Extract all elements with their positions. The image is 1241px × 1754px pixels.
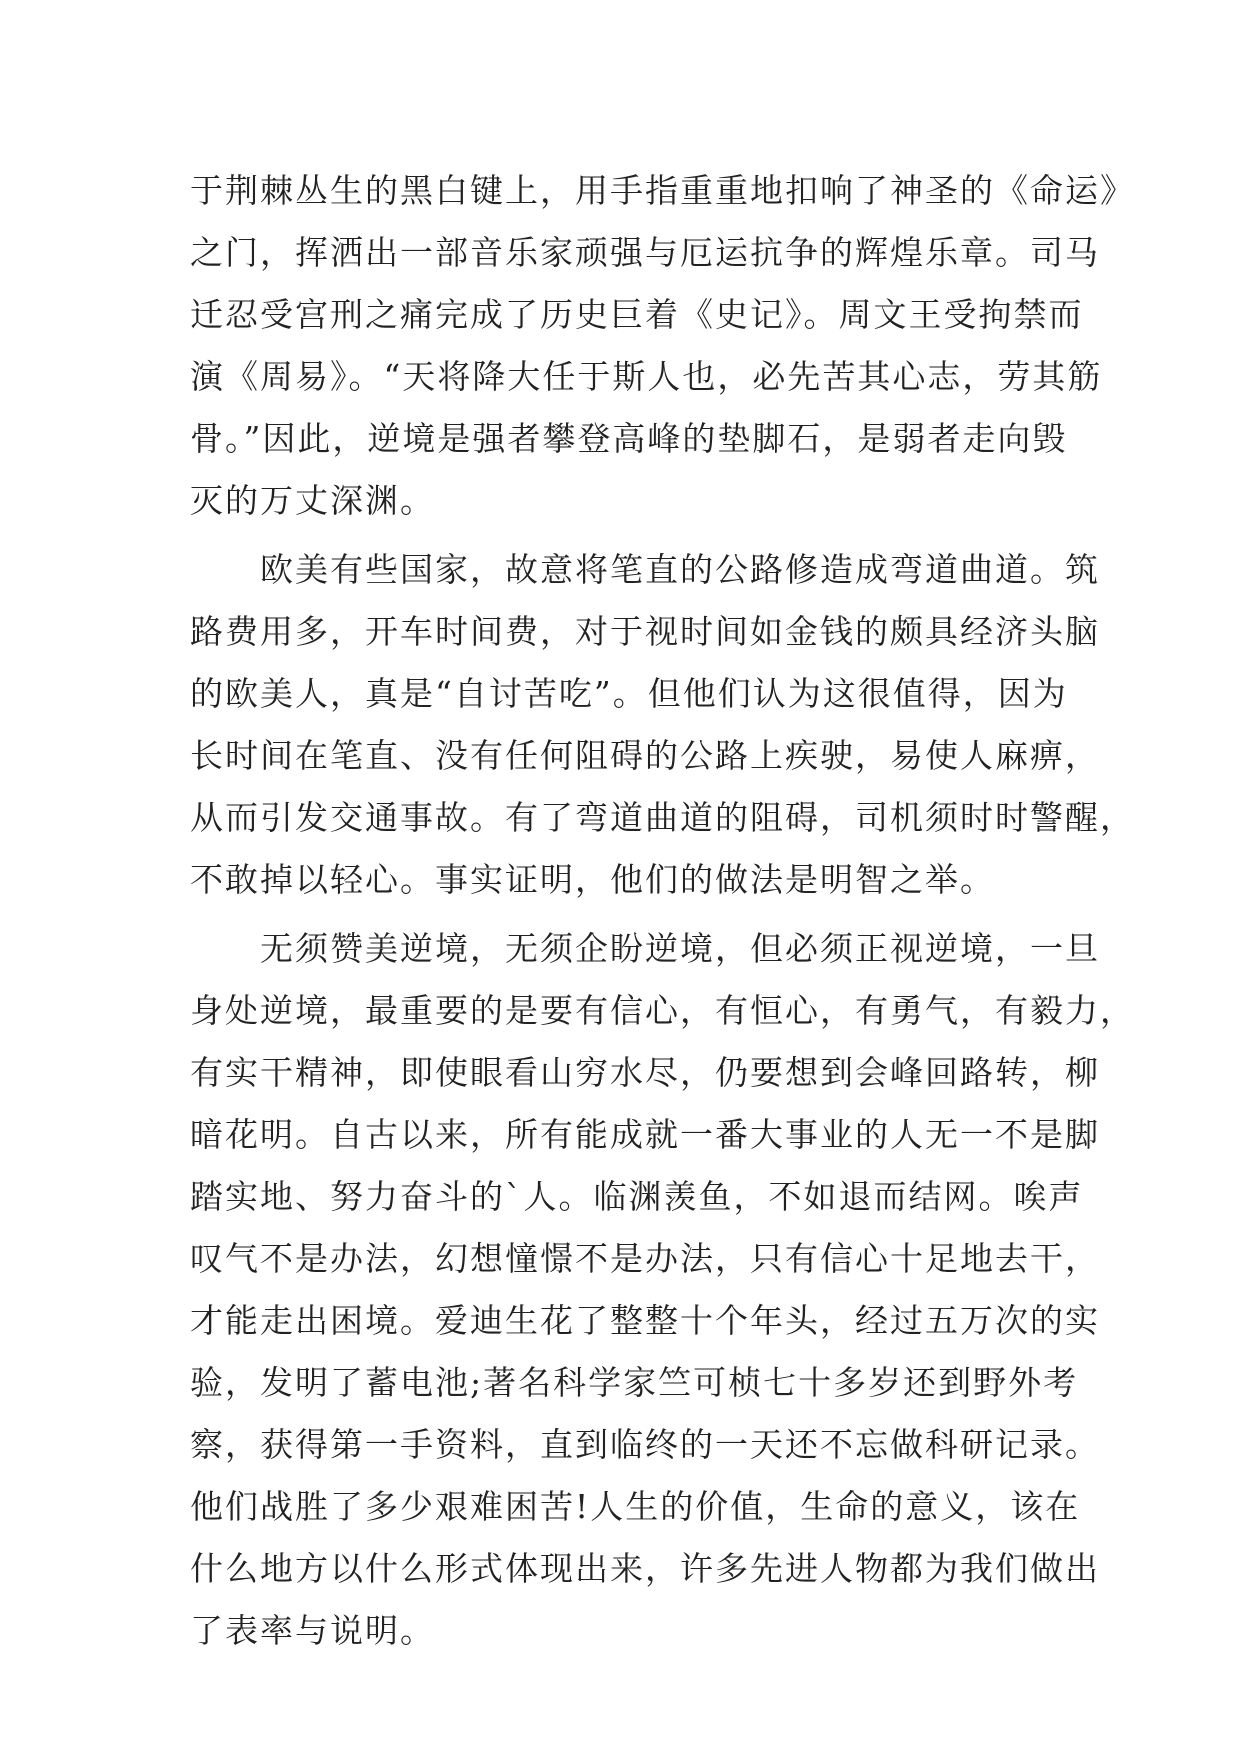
text-line: 从而引发交通事故。有了弯道曲道的阻碍，司机须时时警醒， bbox=[190, 798, 1135, 837]
text-line: 了表率与说明。 bbox=[190, 1611, 435, 1650]
text-line: 不敢掉以轻心。事实证明，他们的做法是明智之举。 bbox=[190, 860, 995, 899]
text-line: 演《周易》。“天将降大任于斯人也，必先苦其心志，劳其筋 bbox=[190, 357, 1103, 396]
text-line: 骨。”因此，逆境是强者攀登高峰的垫脚石，是弱者走向毁 bbox=[190, 419, 1068, 458]
text-line: 验，发明了蓄电池;著名科学家竺可桢七十多岁还到野外考 bbox=[190, 1363, 1079, 1402]
text-line: 于荆棘丛生的黑白键上，用手指重重地扣响了神圣的《命运》 bbox=[190, 171, 1135, 210]
text-line: 之门，挥洒出一部音乐家顽强与厄运抗争的辉煌乐章。司马 bbox=[190, 233, 1100, 272]
text-line: 才能走出困境。爱迪生花了整整十个年头，经过五万次的实 bbox=[190, 1301, 1100, 1340]
text-line: 路费用多，开车时间费，对于视时间如金钱的颇具经济头脑 bbox=[190, 612, 1100, 651]
paragraph-spacing bbox=[190, 911, 1070, 918]
paragraph-3 bbox=[190, 918, 1135, 1662]
text-line: 他们战胜了多少艰难困苦!人生的价值，生命的意义，该在 bbox=[190, 1487, 1081, 1526]
text-line: 踏实地、努力奋斗的`人。临渊羡鱼，不如退而结网。唉声 bbox=[190, 1177, 1084, 1216]
text-line: 迁忍受宫刑之痛完成了历史巨着《史记》。周文王受拘禁而 bbox=[190, 295, 1084, 334]
text-line: 身处逆境，最重要的是要有信心，有恒心，有勇气，有毅力， bbox=[190, 991, 1135, 1030]
text-line: 无须赞美逆境，无须企盼逆境，但必须正视逆境，一旦 bbox=[190, 929, 1100, 968]
text-line: 什么地方以什么形式体现出来，许多先进人物都为我们做出 bbox=[190, 1549, 1100, 1588]
text-line: 叹气不是办法，幻想憧憬不是办法，只有信心十足地去干， bbox=[190, 1239, 1100, 1278]
text-line: 察，获得第一手资料，直到临终的一天还不忘做科研记录。 bbox=[190, 1425, 1100, 1464]
paragraph-1 bbox=[190, 160, 1135, 532]
text-line: 欧美有些国家，故意将笔直的公路修造成弯道曲道。筑 bbox=[190, 550, 1100, 589]
text-line: 长时间在笔直、没有任何阻碍的公路上疾驶，易使人麻痹， bbox=[190, 736, 1100, 775]
paragraph-spacing bbox=[190, 532, 1070, 539]
text-line: 的欧美人，真是“自讨苦吃”。但他们认为这很值得，因为 bbox=[190, 674, 1068, 713]
text-line: 有实干精神，即使眼看山穷水尽，仍要想到会峰回路转，柳 bbox=[190, 1053, 1100, 1092]
paragraph-2 bbox=[190, 539, 1135, 911]
text-line: 暗花明。自古以来，所有能成就一番大事业的人无一不是脚 bbox=[190, 1115, 1100, 1154]
body-text bbox=[190, 160, 1135, 1662]
text-line: 灭的万丈深渊。 bbox=[190, 481, 435, 520]
